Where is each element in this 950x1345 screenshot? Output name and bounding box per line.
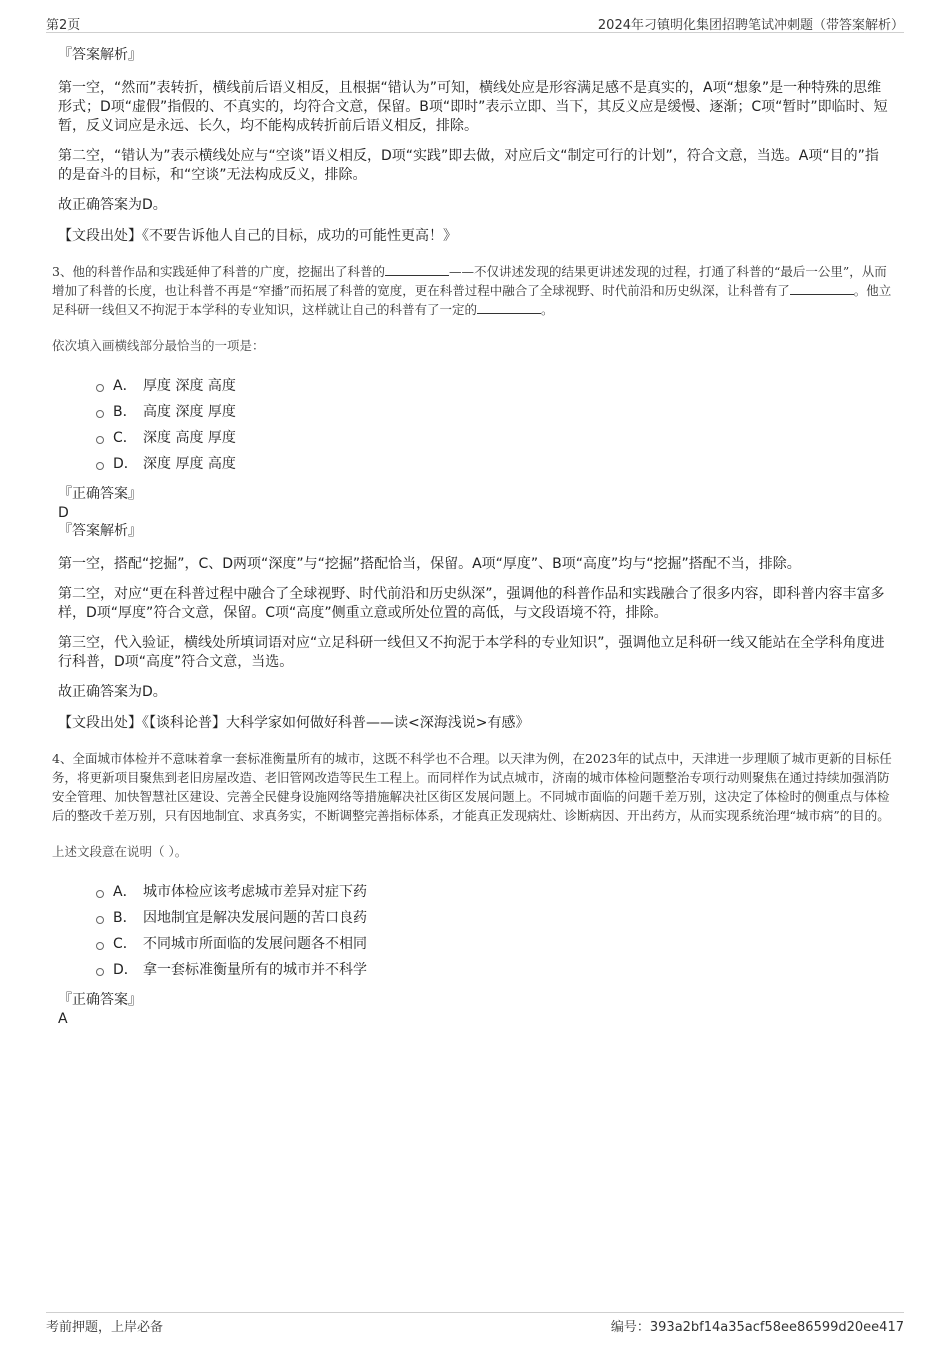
analysis-paragraph: 第一空，搭配“挖掘”，C、D两项“深度”与“挖掘”搭配恰当，保留。A项“厚度”、B项“高度”均与“挖掘”搭配不当，排除。: [58, 556, 801, 572]
correct-answer: A: [58, 1011, 68, 1027]
document-title: 2024年刁镇明化集团招聘笔试冲刺题（带答案解析）: [597, 18, 904, 33]
question-3-text: 3、他的科普作品和实践延伸了科普的广度，挖掘出了科普的 ——不仅讲述发现的结果更讲述发现的过程，打通了科普的“最后一公里”，从而增加了科普的长度，也让科普不再是“窄播”而拓展了科普的宽度，更在科普过程中融合了全球视野、时代前沿和历史纵深，让科普有了 。他立足科研一线但又不拘泥于本学科的专业知识，这样就让自己的科普有了一定的 。: [52, 264, 892, 317]
question-prompt: 依次填入画横线部分最恰当的一项是：: [52, 338, 265, 353]
option-b[interactable]: B． 高度 深度 厚度: [96, 399, 892, 425]
question-3-options: [96, 373, 892, 477]
page-header: [46, 12, 904, 33]
analysis-paragraph: 故正确答案为D。: [58, 197, 167, 213]
question-4-options: [96, 879, 892, 983]
radio-icon[interactable]: [96, 462, 104, 470]
analysis-paragraph: 第三空，代入验证，横线处所填词语对应“立足科研一线但又不拘泥于本学科的专业知识”，强调他立足科研一线又能站在全学科角度进行科普，D项“高度”符合文意，当选。: [58, 635, 885, 670]
option-b[interactable]: B． 因地制宜是解决发展问题的苦口良药: [96, 905, 892, 931]
fill-blank: [385, 263, 449, 276]
radio-icon[interactable]: [96, 942, 104, 950]
footer-slogan: 考前押题，上岸必备: [46, 1320, 164, 1335]
question-prompt: 上述文段意在说明（ ）。: [52, 844, 188, 859]
option-c[interactable]: C． 深度 高度 厚度: [96, 425, 892, 451]
radio-icon[interactable]: [96, 890, 104, 898]
radio-icon[interactable]: [96, 436, 104, 444]
analysis-label: 『答案解析』: [58, 523, 142, 539]
answer-label: 『正确答案』: [58, 486, 142, 502]
analysis-paragraph: 第二空，对应“更在科普过程中融合了全球视野、时代前沿和历史纵深”，强调他的科普作品和实践融合了很多内容，即科普内容丰富多样，D项“厚度”符合文意，保留。C项“高度”侧重立意或所处位置的高低，与文段语境不符，排除。: [58, 586, 885, 621]
radio-icon[interactable]: [96, 384, 104, 392]
option-a[interactable]: A． 厚度 深度 高度: [96, 373, 892, 399]
analysis-paragraph: 第一空，“然而”表转折，横线前后语义相反，且根据“错认为”可知，横线处应是形容满足感不是真实的，A项“想象”是一种特殊的思维形式；D项“虚假”指假的、不真实的，均符合文意，保留。B项“即时”表示立即、当下，其反义应是缓慢、逐渐；C项“暂时”即临时、短暂，反义词应是永远、长久，均不能构成转折前后语义相反，排除。: [58, 80, 888, 134]
analysis-paragraph: 第二空，“错认为”表示横线处应与“空谈”语义相反，D项“实践”即去做，对应后文“制定可行的计划”，符合文意，当选。A项“目的”指的是奋斗的目标，和“空谈”无法构成反义，排除。: [58, 148, 879, 183]
radio-icon[interactable]: [96, 916, 104, 924]
option-a[interactable]: A． 城市体检应该考虑城市差异对症下药: [96, 879, 892, 905]
answer-label: 『正确答案』: [58, 992, 142, 1008]
correct-answer: D: [58, 505, 69, 521]
document-id: 编号：393a2bf14a35acf58ee86599d20ee417: [610, 1320, 904, 1335]
document-body: [52, 46, 892, 1028]
radio-icon[interactable]: [96, 968, 104, 976]
option-c[interactable]: C． 不同城市所面临的发展问题各不相同: [96, 931, 892, 957]
option-d[interactable]: D． 深度 厚度 高度: [96, 451, 892, 477]
analysis-paragraph: 故正确答案为D。: [58, 684, 167, 700]
fill-blank: [790, 282, 854, 295]
radio-icon[interactable]: [96, 410, 104, 418]
analysis-label: 『答案解析』: [58, 47, 142, 63]
source-citation: 【文段出处】《不要告诉他人自己的目标，成功的可能性更高！》: [58, 228, 457, 244]
option-d[interactable]: D． 拿一套标准衡量所有的城市并不科学: [96, 957, 892, 983]
fill-blank: [477, 301, 541, 314]
source-citation: 【文段出处】《【谈科论普】大科学家如何做好科普——读<深海浅说>有感》: [58, 715, 530, 731]
question-4-text: 4、全面城市体检并不意味着拿一套标准衡量所有的城市，这既不科学也不合理。以天津为例，在2023年的试点中，天津进一步理顺了城市更新的目标任务，将更新项目聚焦到老旧房屋改造、老旧管网改造等民生工程上。而同样作为试点城市，济南的城市体检问题整治专项行动则聚焦在通过持续加强消防安全管理、加快智慧社区建设、完善全民健身设施网络等措施解决社区街区发展问题上。不同城市面临的问题千差万别，这决定了体检时的侧重点与体检后的整改千差万别，只有因地制宜、求真务实，不断调整完善指标体系，才能真正发现病灶、诊断病因、开出药方，从而实现系统治理“城市病”的目的。: [52, 751, 892, 823]
page-number: 第2页: [46, 18, 81, 33]
page-footer: [46, 1312, 904, 1335]
